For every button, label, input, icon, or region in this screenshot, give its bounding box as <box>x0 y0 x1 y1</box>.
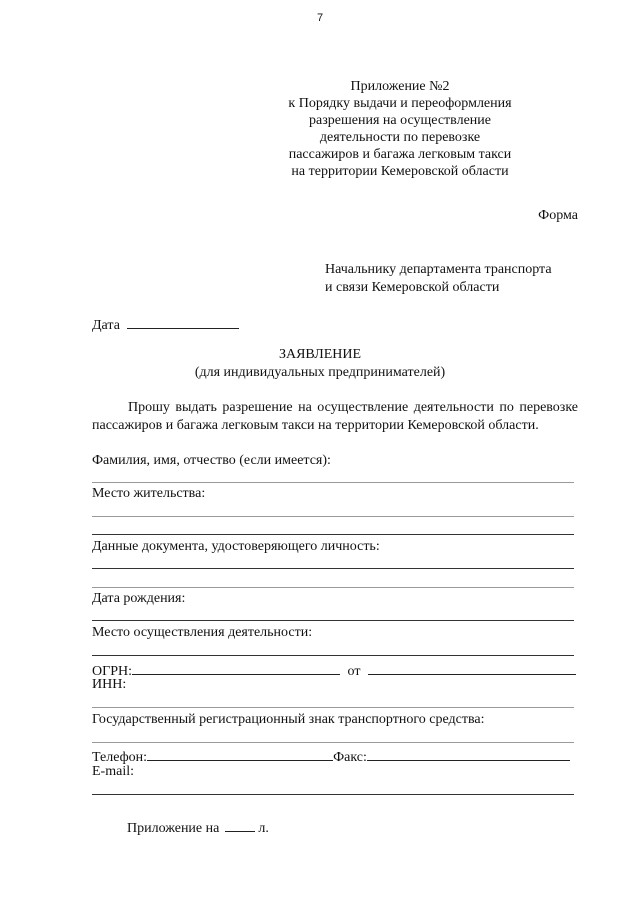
appendix-line: к Порядку выдачи и переоформления <box>288 96 512 111</box>
attachment-sheets-field[interactable] <box>225 817 255 832</box>
from-label: от <box>347 664 361 679</box>
addressee-block <box>325 261 552 297</box>
date-field[interactable] <box>127 314 239 329</box>
inn-line[interactable] <box>92 707 574 708</box>
form-label: Форма <box>538 208 578 223</box>
phone-field[interactable] <box>147 746 333 761</box>
inn-label: ИНН: <box>92 677 127 692</box>
appendix-line: деятельности по перевозке <box>319 130 481 145</box>
activity-place-label: Место осуществления деятельности: <box>92 625 313 640</box>
ogrn-date-field[interactable] <box>368 660 576 675</box>
appendix-line: пассажиров и багажа легковым такси <box>288 147 512 162</box>
document-title: ЗАЯВЛЕНИЕ <box>278 347 362 362</box>
id-document-line[interactable] <box>92 587 574 588</box>
residence-label: Место жительства: <box>92 486 206 501</box>
ogrn-label: ОГРН: <box>92 664 132 679</box>
email-line[interactable] <box>92 794 574 795</box>
appendix-header <box>288 78 512 180</box>
date-row <box>92 314 239 334</box>
date-label: Дата <box>92 318 120 333</box>
email-label: E-mail: <box>92 764 134 779</box>
ogrn-row <box>92 660 576 680</box>
residence-line[interactable] <box>92 516 574 517</box>
request-paragraph: Прошу выдать разрешение на осуществление деятельности по перевозке пассажиров и багажа легковым такси на территории Кемеровской области. <box>92 400 578 433</box>
id-document-line[interactable] <box>92 568 574 569</box>
document-title-block <box>0 346 640 382</box>
attachment-row <box>127 817 269 837</box>
fax-label: Факс: <box>333 750 367 765</box>
page-number: 7 <box>316 12 324 24</box>
addressee-line: и связи Кемеровской области <box>325 280 500 295</box>
attachment-prefix: Приложение на <box>127 821 220 836</box>
appendix-line: Приложение №2 <box>350 79 450 94</box>
ogrn-field[interactable] <box>132 660 340 675</box>
residence-line[interactable] <box>92 534 574 535</box>
contacts-row <box>92 746 570 766</box>
document-subtitle: (для индивидуальных предпринимателей) <box>194 365 446 380</box>
attachment-suffix: л. <box>258 821 269 836</box>
birth-date-label: Дата рождения: <box>92 591 186 606</box>
appendix-line: на территории Кемеровской области <box>291 164 509 179</box>
fax-field[interactable] <box>367 746 570 761</box>
vehicle-plate-label: Государственный регистрационный знак транспортного средства: <box>92 712 485 727</box>
vehicle-plate-line[interactable] <box>92 742 574 743</box>
full-name-label: Фамилия, имя, отчество (если имеется): <box>92 453 331 468</box>
appendix-line: разрешения на осуществление <box>309 113 491 128</box>
phone-label: Телефон: <box>92 750 148 765</box>
birth-date-line[interactable] <box>92 620 574 621</box>
id-document-label: Данные документа, удостоверяющего личность: <box>92 539 380 554</box>
full-name-line[interactable] <box>92 482 574 483</box>
activity-place-line[interactable] <box>92 655 574 656</box>
addressee-line: Начальнику департамента транспорта <box>325 262 552 277</box>
